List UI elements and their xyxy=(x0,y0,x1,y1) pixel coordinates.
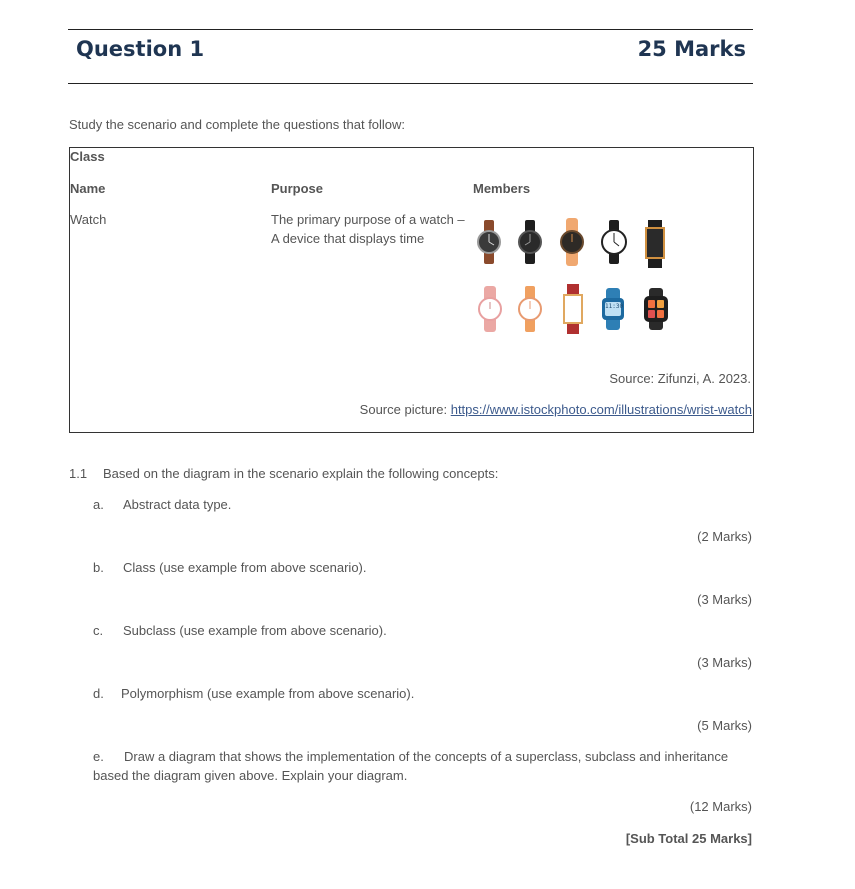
watch-image-gray-round xyxy=(476,218,502,266)
intro-text: Study the scenario and complete the questions that follow: xyxy=(69,117,406,132)
item-e-marks: (12 Marks) xyxy=(689,799,752,814)
column-header-purpose: Purpose xyxy=(271,181,324,196)
item-d-marks: (5 Marks) xyxy=(697,718,752,733)
picture-source-link[interactable]: https://www.istockphoto.com/illustrations/wrist-watch xyxy=(450,402,752,417)
question-number: 1.1 xyxy=(69,466,88,481)
row-purpose-line-1: The primary purpose of a watch – xyxy=(271,212,465,227)
watch-image-rectangular-gold xyxy=(643,218,667,270)
watch-image-smartwatch xyxy=(642,286,670,332)
digital-watch-time: 11:30 xyxy=(605,303,624,310)
item-b-letter: b. xyxy=(93,560,104,575)
table-corner-label: Class xyxy=(70,149,105,164)
item-c-text: Subclass (use example from above scenario). xyxy=(123,623,387,638)
column-header-members: Members xyxy=(473,181,531,196)
item-b-marks: (3 Marks) xyxy=(697,592,752,607)
row-name-cell: Watch xyxy=(70,212,107,227)
source-citation: Source: Zifunzi, A. 2023. xyxy=(609,371,751,386)
item-e-text-continued: based the diagram given above. Explain your diagram. xyxy=(93,768,408,783)
header-top-rule xyxy=(68,29,753,30)
item-a-letter: a. xyxy=(93,497,104,512)
picture-source-label: Source picture: xyxy=(359,402,451,417)
header-bottom-rule xyxy=(68,83,753,84)
item-d-text: Polymorphism (use example from above scenario). xyxy=(121,686,415,701)
item-a-text: Abstract data type. xyxy=(123,497,232,512)
item-e-text: Draw a diagram that shows the implementation of the concepts of a superclass, subclass and inheritance xyxy=(124,749,729,764)
column-header-name: Name xyxy=(70,181,106,196)
watch-image-white-face xyxy=(600,218,628,266)
question-title: Question 1 xyxy=(76,37,205,61)
watch-image-pink-round xyxy=(477,284,503,334)
item-b-text: Class (use example from above scenario). xyxy=(123,560,367,575)
item-d-letter: d. xyxy=(93,686,104,701)
item-a-marks: (2 Marks) xyxy=(697,529,752,544)
item-e-letter: e. xyxy=(93,749,104,764)
watch-image-red-rectangular xyxy=(561,282,585,336)
watch-image-orange-strap xyxy=(559,216,585,268)
item-c-marks: (3 Marks) xyxy=(697,655,752,670)
picture-source-line xyxy=(360,402,752,417)
question-marks: 25 Marks xyxy=(637,37,746,61)
question-prompt: Based on the diagram in the scenario explain the following concepts: xyxy=(103,466,499,481)
sub-total: [Sub Total 25 Marks] xyxy=(625,831,752,846)
item-c-letter: c. xyxy=(93,623,104,638)
watch-image-peach-round xyxy=(517,284,543,334)
row-purpose-line-2: A device that displays time xyxy=(271,231,425,246)
watch-image-black-round xyxy=(517,218,543,266)
